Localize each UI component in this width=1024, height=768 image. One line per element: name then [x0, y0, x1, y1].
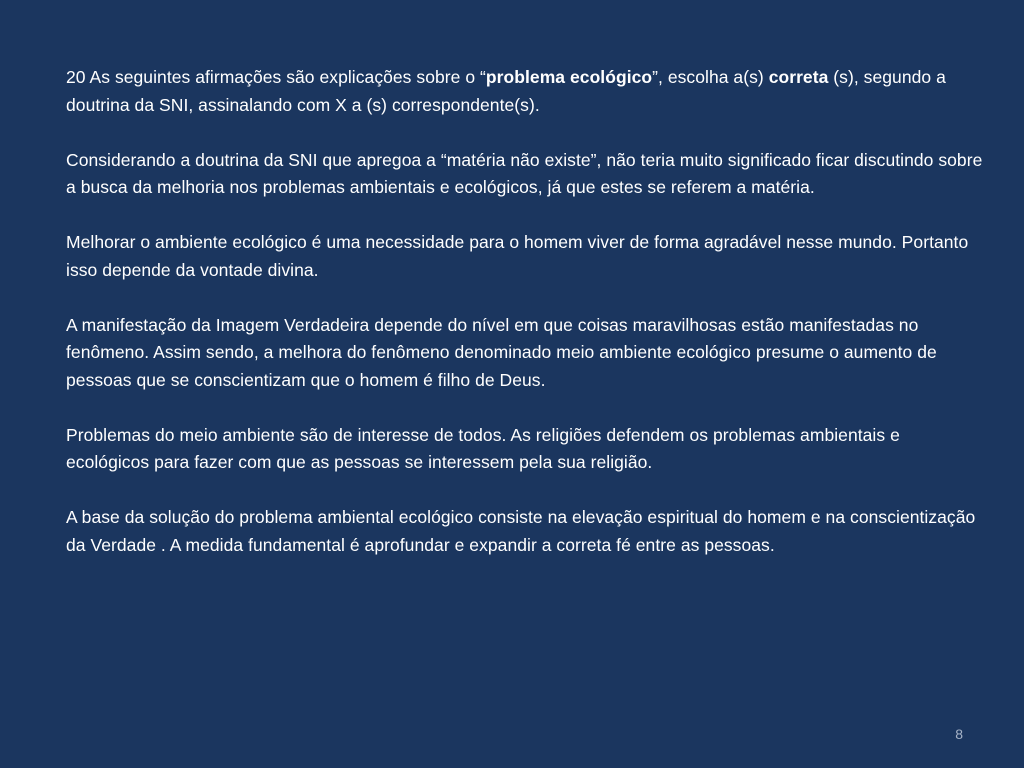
statement-3: A manifestação da Imagem Verdadeira depende do nível em que coisas maravilhosas estão manifestadas no fenômeno. Assim sendo, a melhora do fenômeno denominado meio ambiente ecológico presume o aumento de pessoas que se conscientizam que o homem é filho de Deus. — [66, 314, 937, 390]
slide-content — [66, 64, 986, 587]
question-bold-term-correta: correta — [768, 67, 829, 87]
question-suffix: (s), segundo a doutrina da SNI, assinalando com X a (s) correspondente(s). — [66, 67, 946, 115]
question-middle: ”, escolha a(s) — [652, 67, 769, 87]
statement-5: A base da solução do problema ambiental ecológico consiste na elevação espiritual do homem e na conscientização da Verdade . A medida fundamental é aprofundar e expandir a correta fé entre as pessoas. — [66, 507, 976, 555]
statement-1: Considerando a doutrina da SNI que apregoa a “matéria não existe”, não teria muito significado ficar discutindo sobre a busca da melhoria nos problemas ambientais e ecológicos, já que estes se referem a matéria. — [66, 149, 983, 197]
statement-4: Problemas do meio ambiente são de interesse de todos. As religiões defendem os problemas ambientais e ecológicos para fazer com que as pessoas se interessem pela sua religião. — [66, 424, 900, 472]
page-number: 8 — [955, 726, 963, 742]
question-bold-term-problema: problema ecológico — [485, 67, 653, 87]
question-prefix: 20 As seguintes afirmações são explicações sobre o “ — [66, 67, 486, 87]
question-paragraph — [66, 64, 986, 119]
statement-2: Melhorar o ambiente ecológico é uma necessidade para o homem viver de forma agradável nesse mundo. Portanto isso depende da vontade divina. — [66, 232, 969, 280]
